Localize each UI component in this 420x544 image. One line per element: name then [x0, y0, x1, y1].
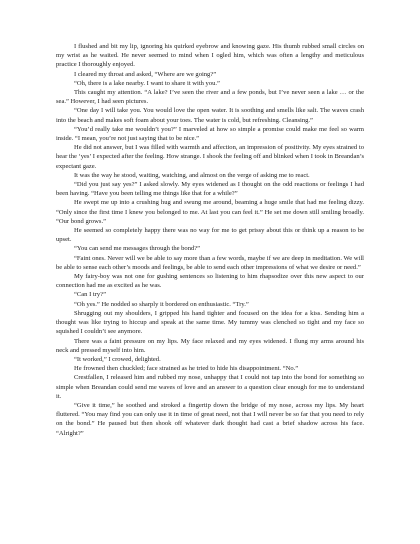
paragraph: There was a faint pressure on my lips. My face relaxed and my eyes widened. I flung my arms around his neck and pressed myself into him.: [56, 337, 364, 354]
paragraph: He frowned then chuckled; face strained as he tried to hide his disappointment. “No.”: [74, 365, 299, 373]
paragraph: Shrugging out my shoulders, I gripped his hand tighter and focused on the idea for a kiss. Sending him a thought was like trying to hiccup and speak at the same time. My tummy was clenched so tight and my face so squished I couldn’t see anymore.: [56, 309, 364, 336]
paragraph: It was the way he stood, waiting, watching, and almost on the verge of asking me to react.: [74, 171, 310, 179]
paragraph: “You’d really take me wouldn’t you?” I marveled at how so simple a promise could make me feel so warm inside. “I mean, you’re not just saying that to be nice.”: [56, 125, 364, 143]
paragraph: “Give it time,” he soothed and stroked a fingertip down the bridge of my nose, across my lips. My heart fluttered. “You may find you can only use it in time of great need, not that I will never be so far that you need to rely on the bond.” He paused but then shook off whatever dark thought had cast a brief shadow across his face. “Alright?”: [56, 401, 364, 437]
paragraph: “It worked,” I crowed, delighted.: [74, 355, 161, 363]
paragraph: “Oh, there is a lake nearby. I want to share it with you.”: [74, 79, 220, 87]
paragraph: I cleared my throat and asked, “Where are we going?”: [74, 70, 217, 78]
paragraph: “Can I try?”: [74, 291, 106, 299]
paragraph: He swept me up into a crushing hug and swung me around, beaming a huge smile that had me feeling dizzy. “Only since the first time I knew you belonged to me. At last you can feel it.” He set me down still smiling broadly. “Our bond grows.”: [56, 199, 364, 225]
paragraph: He did not answer, but I was filled with warmth and affection, an impression of positivity. My eyes strained to hear the ‘yes’ I expected after the feeling. How strange. I shook the feeling off and blinked when I took in Breandan’s expectant gaze.: [56, 144, 364, 170]
paragraph: He seemed so completely happy there was no way for me to get prissy about this or think up a reason to be upset.: [56, 227, 364, 244]
paragraph: “One day I will take you. You would love the open water. It is soothing and smells like salt. The waves crash into the beach and makes soft foam about your toes. The water is cold, but refreshing. Cleansing.”: [56, 107, 364, 124]
paragraph: I flushed and bit my lip, ignoring his quirked eyebrow and knowing gaze. His thumb rubbed small circles on my wrist as he waited. He never seemed to mind when I ogled him, which was often a lengthy and meticulous practice I thoroughly enjoyed.: [56, 43, 364, 69]
paragraph: This caught my attention. “A lake? I’ve seen the river and a few ponds, but I’ve never seen a lake … or the sea.” However, I had seen pictures.: [56, 89, 364, 106]
paragraph: “Oh yes.” He nodded so sharply it bordered on enthusiastic. “Try.”: [74, 300, 249, 308]
paragraph: “Did you just say yes?” I asked slowly. My eyes widened as I thought on the odd reactions or feelings I had been having. “Have you been telling me things like that for a while?”: [56, 181, 364, 198]
paragraph: Crestfallen, I released him and rubbed my nose, unhappy that I could not tap into the bond for something so simple when Breandan could send me waves of love and an answer to a question clear enough for me to understand it.: [56, 374, 364, 400]
paragraph: My fairy-boy was not one for gushing sentences so listening to him rhapsodize over this new aspect to our connection had me as excited as he was.: [56, 273, 364, 290]
paragraph: “Faint ones. Never will we be able to say more than a few words, maybe if we are deep in meditation. We will be able to sense each other’s moods and feelings, be able to send each other impressions of what we desire or need.”: [56, 254, 364, 271]
paragraph: “You can send me messages through the bond?”: [74, 245, 201, 253]
